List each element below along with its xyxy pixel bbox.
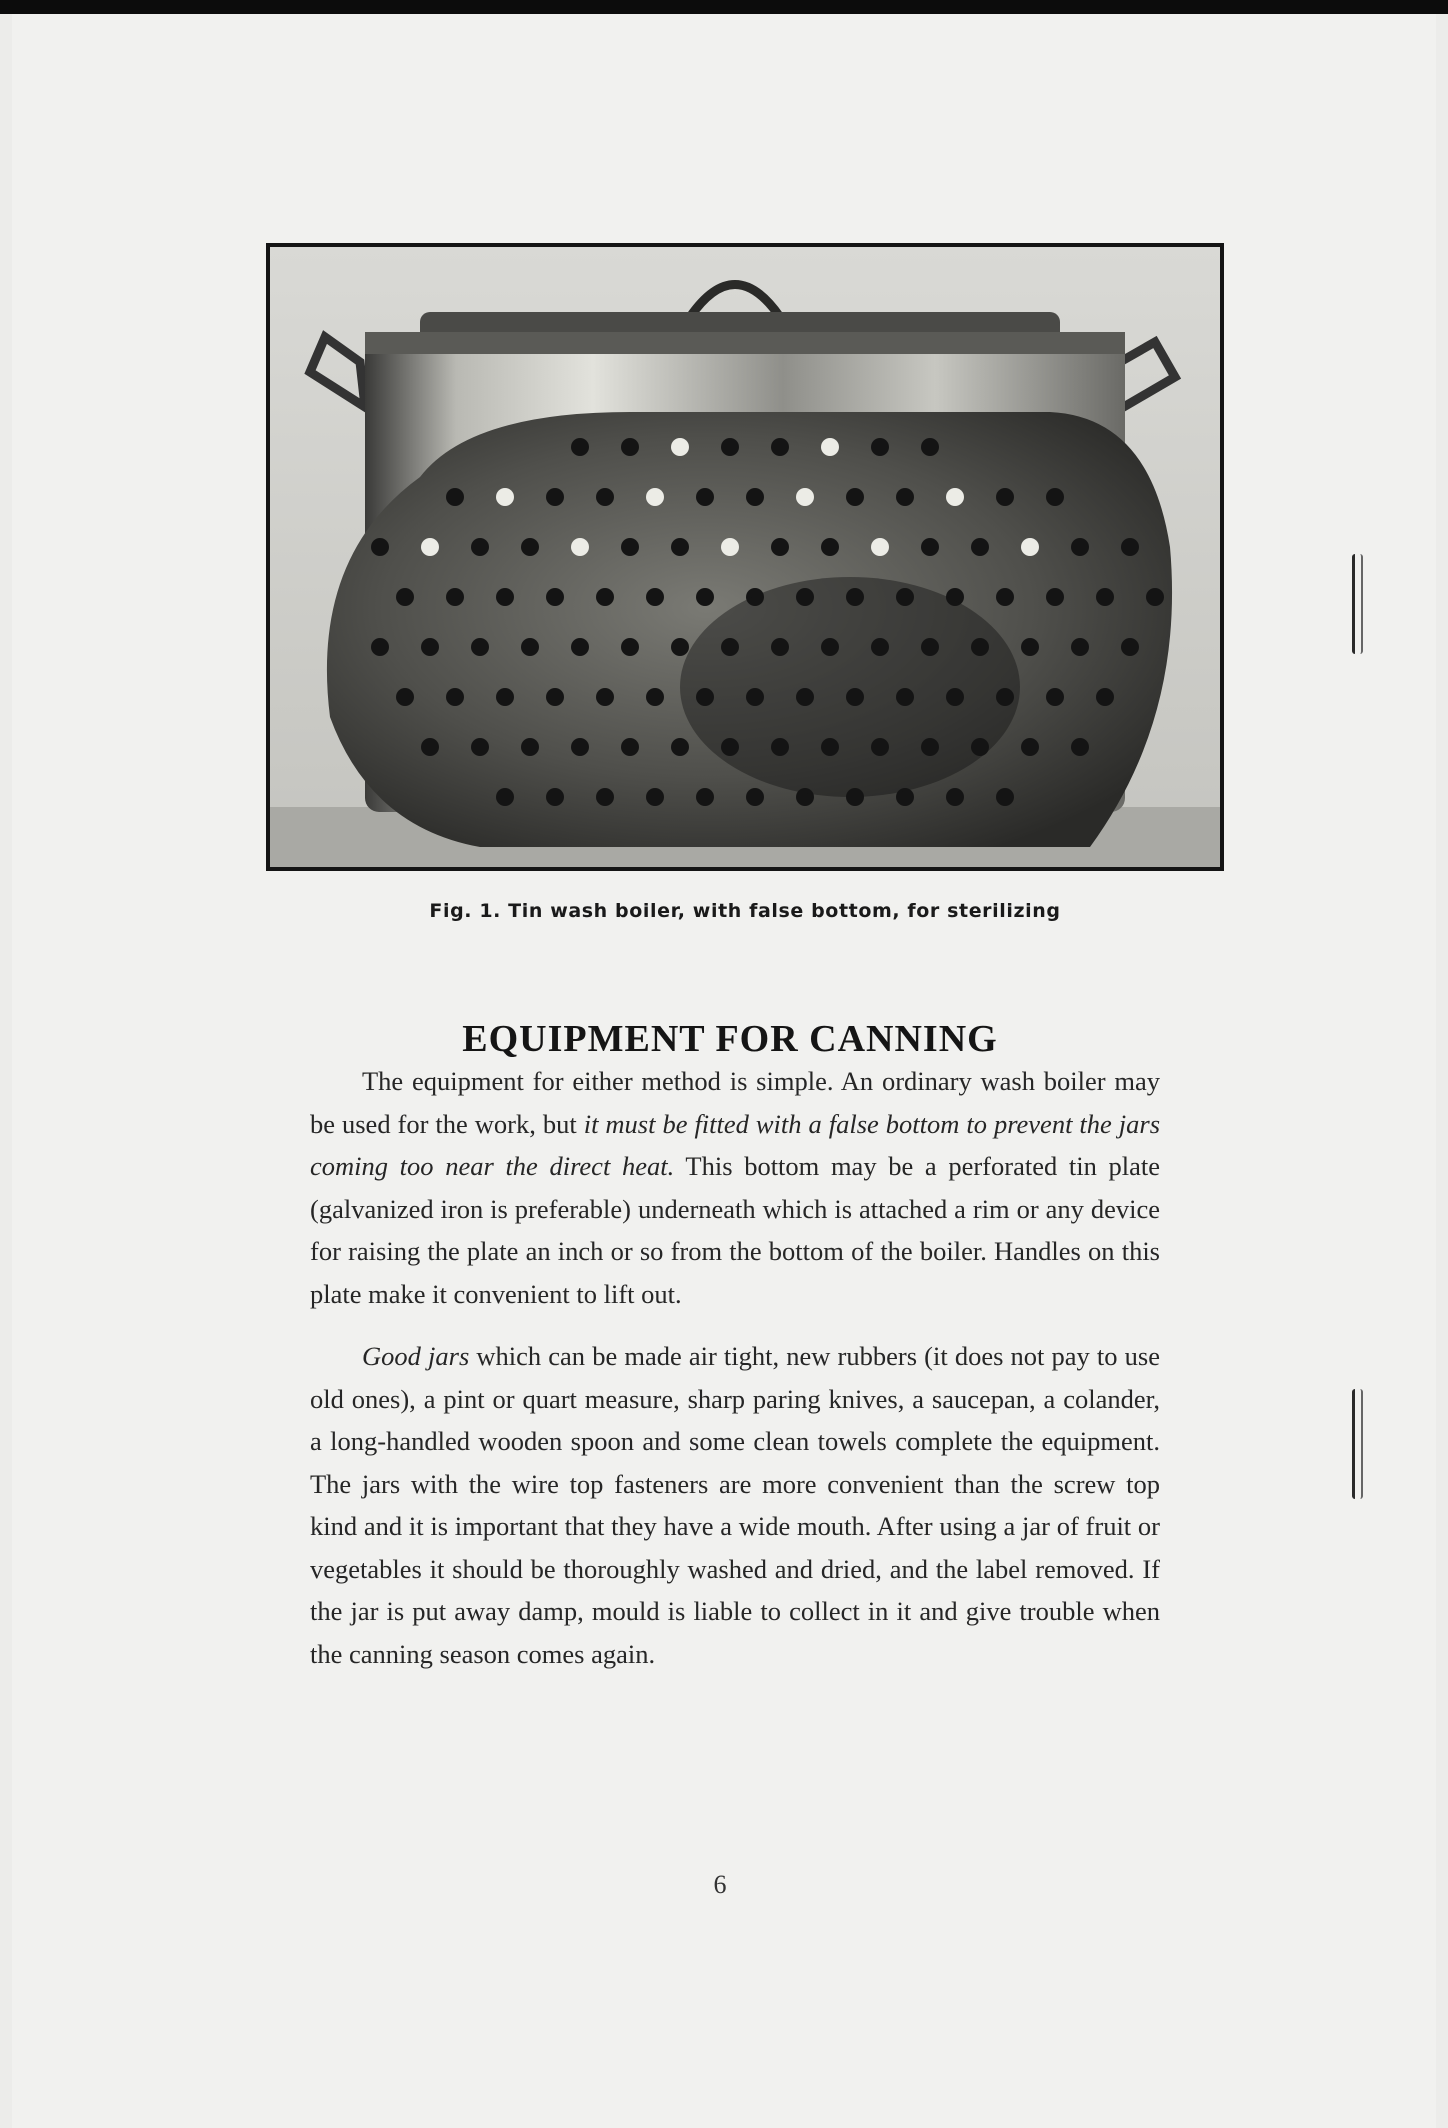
plate-hole — [621, 438, 639, 456]
plate-hole — [696, 588, 714, 606]
plate-hole — [496, 488, 514, 506]
plate-hole — [1096, 588, 1114, 606]
paragraph-2-emphasis: Good jars — [362, 1341, 470, 1371]
plate-hole — [471, 738, 489, 756]
plate-hole — [871, 438, 889, 456]
plate-hole — [1071, 738, 1089, 756]
section-heading: EQUIPMENT FOR CANNING — [462, 1018, 998, 1061]
plate-hole — [571, 438, 589, 456]
plate-hole — [921, 538, 939, 556]
paragraph-2-text: which can be made air tight, new rubbers (it does not pay to use old ones), a pint or quart measure, sharp paring knives, a saucepan, a colander, a long-handled wooden spoon and some clean towels complete the equipment. The jars with the wire top fasteners are more convenient than the screw top kind and it is important that they have a wide mouth. After using a jar of fruit or vegetables it should be thoroughly washed and dried, and the label removed. If the jar is put away damp, mould is liable to collect in it and give trouble when the canning season comes again. — [310, 1341, 1160, 1669]
plate-hole — [596, 788, 614, 806]
plate-hole — [671, 638, 689, 656]
plate-hole — [571, 738, 589, 756]
plate-hole — [746, 788, 764, 806]
plate-hole — [996, 788, 1014, 806]
plate-hole — [671, 438, 689, 456]
plate-hole — [771, 438, 789, 456]
binding-mark-lower — [1352, 1389, 1363, 1499]
plate-hole — [421, 738, 439, 756]
plate-hole — [671, 738, 689, 756]
plate-hole — [1071, 538, 1089, 556]
plate-hole — [496, 788, 514, 806]
plate-hole — [821, 538, 839, 556]
plate-hole — [646, 688, 664, 706]
plate-hole — [396, 688, 414, 706]
plate-hole — [1046, 688, 1064, 706]
plate-hole — [721, 538, 739, 556]
plate-hole — [771, 538, 789, 556]
plate-hole — [471, 638, 489, 656]
plate-hole — [996, 588, 1014, 606]
plate-hole — [746, 488, 764, 506]
paragraph-1-part-2: This bottom may be a perforated tin plate (galvanized iron is preferable) underneath which is attached a rim or any device for raising the plate an inch or so from the bottom of the boiler. Handles on this plate make it convenient to lift out. — [310, 1151, 1161, 1309]
plate-hole — [1121, 538, 1139, 556]
plate-hole — [1096, 688, 1114, 706]
plate-hole — [546, 588, 564, 606]
plate-hole — [1071, 638, 1089, 656]
plate-hole — [971, 538, 989, 556]
plate-hole — [721, 438, 739, 456]
plate-hole — [521, 638, 539, 656]
plate-hole — [1046, 588, 1064, 606]
wash-boiler-illustration — [270, 247, 1220, 867]
paragraph-2 — [310, 1335, 1160, 1675]
plate-hole — [696, 488, 714, 506]
plate-hole — [1021, 738, 1039, 756]
plate-hole — [946, 488, 964, 506]
plate-hole — [521, 738, 539, 756]
plate-hole — [921, 438, 939, 456]
paragraph-1-emphasis: it must be fitted with a false bottom to prevent the jars coming too near the direct heat. — [310, 1108, 1161, 1181]
plate-hole — [1021, 638, 1039, 656]
plate-hole — [596, 588, 614, 606]
plate-hole — [421, 638, 439, 656]
body-text — [310, 1060, 1160, 1675]
plate-hole — [671, 538, 689, 556]
plate-hole — [621, 738, 639, 756]
plate-hole — [446, 688, 464, 706]
plate-hole — [646, 488, 664, 506]
plate-hole — [471, 538, 489, 556]
figure-photo-wash-boiler — [266, 243, 1224, 871]
plate-hole — [546, 688, 564, 706]
plate-hole — [696, 788, 714, 806]
plate-hole — [646, 588, 664, 606]
scan-top-edge — [0, 0, 1448, 14]
plate-hole — [621, 638, 639, 656]
plate-hole — [896, 488, 914, 506]
paragraph-1 — [310, 1060, 1160, 1315]
plate-hole — [821, 438, 839, 456]
plate-hole — [1021, 538, 1039, 556]
plate-hole — [421, 538, 439, 556]
plate-hole — [996, 488, 1014, 506]
plate-hole — [796, 488, 814, 506]
plate-hole — [1146, 588, 1164, 606]
plate-hole — [596, 688, 614, 706]
plate-hole — [396, 588, 414, 606]
paragraph-1-part-1: The equipment for either method is simple. An ordinary wash boiler may be used for the work, but — [310, 1066, 1160, 1139]
plate-hole — [496, 688, 514, 706]
plate-hole — [521, 538, 539, 556]
binding-mark-upper — [1352, 554, 1363, 654]
plate-hole — [946, 788, 964, 806]
plate-hole — [571, 638, 589, 656]
plate-hole — [371, 538, 389, 556]
plate-hole — [1121, 638, 1139, 656]
plate-hole — [496, 588, 514, 606]
plate-hole — [1046, 488, 1064, 506]
plate-hole — [846, 488, 864, 506]
plate-hole — [571, 538, 589, 556]
plate-hole — [646, 788, 664, 806]
figure-caption: Fig. 1. Tin wash boiler, with false bottom, for sterilizing — [429, 900, 1061, 922]
plate-hole — [446, 488, 464, 506]
plate-hole — [546, 788, 564, 806]
plate-hole — [596, 488, 614, 506]
page-number: 6 — [713, 1870, 727, 1899]
plate-hole — [546, 488, 564, 506]
plate-hole — [446, 588, 464, 606]
plate-hole — [871, 538, 889, 556]
plate-hole — [621, 538, 639, 556]
plate-hole — [371, 638, 389, 656]
